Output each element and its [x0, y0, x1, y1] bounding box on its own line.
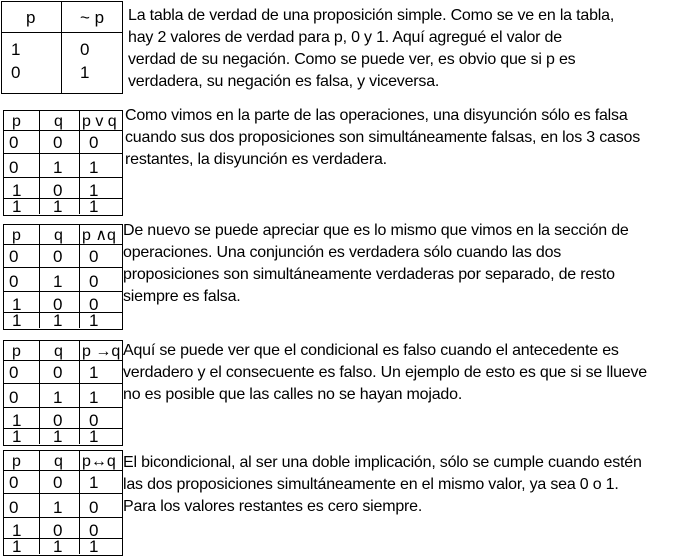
table-cell: 1	[80, 63, 90, 82]
table-cell: 0	[11, 63, 21, 82]
table-cell: 0	[9, 247, 19, 266]
table-cell: 1	[53, 272, 63, 291]
table-header-p-and-q: p ∧q	[82, 227, 116, 244]
table-header-q: q	[54, 453, 63, 470]
table-cell: 0	[9, 272, 19, 291]
table-header-p-implies-q: p →q	[82, 343, 121, 360]
table-cell: 1	[89, 158, 99, 177]
table-header-not-p: ~ p	[80, 8, 105, 27]
table-cell: 1	[53, 428, 63, 442]
text-line: La tabla de verdad de una proposición simple. Como se ve en la tabla,	[128, 7, 615, 24]
table-cell: 0	[9, 363, 19, 382]
table-cell: 0	[9, 388, 19, 407]
table-header-q: q	[54, 113, 63, 130]
table-header-p: p	[26, 8, 36, 27]
text-line: siempre es falsa.	[123, 288, 241, 305]
conjunction-truth-table	[3, 224, 122, 324]
table-cell: 0	[9, 158, 19, 177]
conditional-truth-table	[3, 340, 122, 440]
table-header-p: p	[12, 453, 21, 470]
table-cell: 0	[53, 411, 63, 430]
text-line: cuando sus dos proposiciones son simultáneamente falsas, en los 3 casos	[125, 129, 640, 146]
table-cell: 0	[89, 133, 99, 152]
conditional-explanation	[123, 340, 698, 406]
text-line: Como vimos en la parte de las operaciones, una disyunción sólo es falsa	[125, 107, 628, 124]
table-cell: 0	[89, 521, 99, 540]
table-cell: 1	[89, 538, 99, 552]
table-cell: 1	[53, 388, 63, 407]
table-cell: 1	[53, 158, 63, 177]
table-cell: 0	[53, 295, 63, 314]
table-cell: 0	[9, 473, 19, 492]
text-line: proposiciones son simultáneamente verdaderas por separado, de resto	[123, 266, 615, 283]
table-header-p: p	[12, 227, 21, 244]
biconditional-explanation	[123, 452, 698, 518]
table-cell: 0	[89, 272, 99, 291]
table-cell: 0	[53, 181, 63, 200]
table-cell: 1	[89, 312, 99, 326]
table-cell: 0	[53, 521, 63, 540]
table-cell: 1	[53, 198, 63, 212]
negation-truth-table	[1, 1, 123, 94]
table-cell: 1	[89, 363, 99, 382]
table-cell: 0	[89, 411, 99, 430]
disjunction-explanation	[125, 105, 698, 171]
text-line: Aquí se puede ver que el condicional es falso cuando el antecedente es	[123, 342, 619, 359]
text-line: verdad de su negación. Como se puede ver, es obvio que si p es	[128, 51, 576, 68]
conjunction-explanation	[123, 220, 698, 308]
negation-explanation	[128, 5, 698, 93]
text-line: no es posible que las calles no se hayan mojado.	[123, 386, 463, 403]
table-cell: 0	[89, 498, 99, 517]
text-line: las dos proposiciones simultáneamente en el mismo valor, ya sea 0 o 1.	[123, 476, 619, 493]
table-cell: 1	[12, 312, 22, 326]
table-cell: 1	[53, 312, 63, 326]
table-cell: 0	[53, 133, 63, 152]
disjunction-truth-table	[3, 110, 122, 210]
biconditional-truth-table	[3, 450, 122, 550]
table-cell: 0	[53, 473, 63, 492]
table-cell: 1	[12, 411, 22, 430]
text-line: restantes, la disyunción es verdadera.	[125, 151, 387, 168]
table-header-p-or-q: p v q	[82, 113, 117, 130]
table-cell: 1	[89, 181, 99, 200]
text-line: De nuevo se puede apreciar que es lo mismo que vimos en la sección de	[123, 222, 629, 239]
table-cell: 0	[53, 363, 63, 382]
text-line: Para los valores restantes es cero siempre.	[123, 498, 423, 515]
text-line: verdadera, su negación es falsa, y viceversa.	[128, 73, 440, 90]
table-cell: 0	[9, 133, 19, 152]
table-cell: 1	[12, 181, 22, 200]
table-cell: 0	[53, 247, 63, 266]
table-header-p: p	[12, 113, 21, 130]
table-cell: 0	[9, 498, 19, 517]
table-cell: 1	[89, 428, 99, 442]
table-cell: 1	[89, 198, 99, 212]
text-line: verdadero y el consecuente es falso. Un ejemplo de esto es que si se llueve	[123, 364, 647, 381]
table-cell: 0	[89, 295, 99, 314]
table-cell: 1	[89, 388, 99, 407]
table-header-q: q	[54, 343, 63, 360]
table-cell: 1	[11, 40, 21, 59]
table-cell: 1	[12, 521, 22, 540]
table-cell: 1	[12, 538, 22, 552]
table-cell: 1	[53, 498, 63, 517]
table-header-p-iff-q: p↔q	[82, 453, 116, 470]
table-cell: 1	[89, 473, 99, 492]
table-header-p: p	[12, 343, 21, 360]
text-line: operaciones. Una conjunción es verdadera sólo cuando las dos	[123, 244, 562, 261]
table-cell: 0	[80, 40, 90, 59]
table-cell: 1	[12, 198, 22, 212]
table-cell: 1	[12, 428, 22, 442]
text-line: hay 2 valores de verdad para p, 0 y 1. Aquí agregué el valor de	[128, 29, 562, 46]
text-line: El bicondicional, al ser una doble implicación, sólo se cumple cuando estén	[123, 454, 642, 471]
table-cell: 0	[89, 247, 99, 266]
table-header-q: q	[54, 227, 63, 244]
table-cell: 1	[53, 538, 63, 552]
table-cell: 1	[12, 295, 22, 314]
